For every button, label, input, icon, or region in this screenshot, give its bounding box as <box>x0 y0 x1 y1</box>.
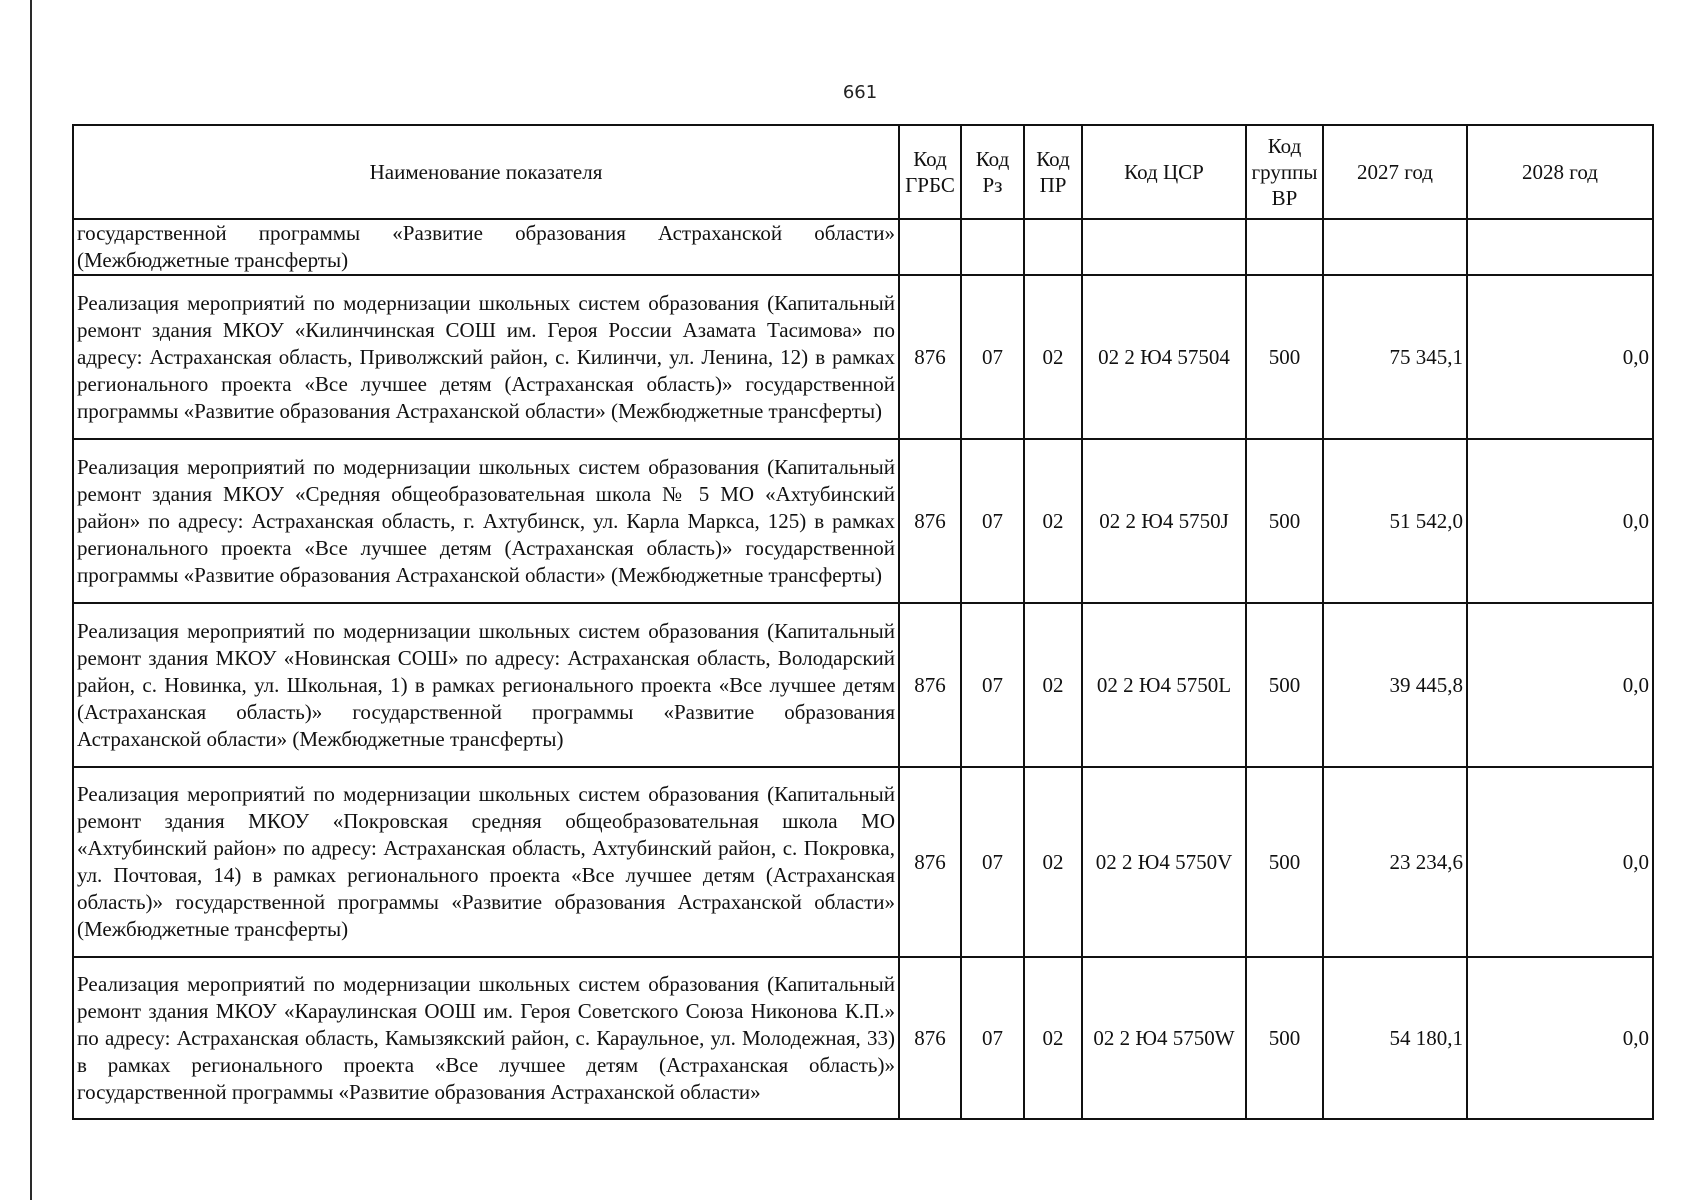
row-2028 <box>1467 219 1653 275</box>
row-2027 <box>1323 219 1467 275</box>
table-row <box>73 219 1653 275</box>
row-name: Реализация мероприятий по модернизации школьных систем образования (Капитальный ремонт здания МКОУ «Покровская средняя общеобразовательная школа МО «Ахтубинский район» по адресу: Астраханская область, Ахтубинский район, с. Покровка, ул. Почтовая, 14) в рамках регионального проекта «Все лучшее детям (Астраханская область)» государственной программы «Развитие образования Астраханской области» (Межбюджетные трансферты) <box>73 767 899 957</box>
header-name: Наименование показателя <box>73 125 899 219</box>
row-vr: 500 <box>1246 957 1323 1119</box>
row-2027: 75 345,1 <box>1323 275 1467 439</box>
table-row <box>73 957 1653 1119</box>
binding-margin-line <box>30 0 32 1200</box>
row-2027: 23 234,6 <box>1323 767 1467 957</box>
row-2027: 54 180,1 <box>1323 957 1467 1119</box>
page-number: 661 <box>842 82 878 103</box>
row-pr: 02 <box>1024 275 1082 439</box>
row-csr: 02 2 Ю4 5750W <box>1082 957 1246 1119</box>
row-grbs <box>899 219 961 275</box>
table-row <box>73 275 1653 439</box>
row-pr <box>1024 219 1082 275</box>
header-csr: Код ЦСР <box>1082 125 1246 219</box>
row-2028: 0,0 <box>1467 439 1653 603</box>
row-pr: 02 <box>1024 957 1082 1119</box>
row-2028: 0,0 <box>1467 957 1653 1119</box>
row-rz: 07 <box>961 767 1024 957</box>
row-vr: 500 <box>1246 767 1323 957</box>
row-csr: 02 2 Ю4 5750J <box>1082 439 1246 603</box>
row-grbs: 876 <box>899 767 961 957</box>
row-pr: 02 <box>1024 767 1082 957</box>
row-grbs: 876 <box>899 603 961 767</box>
row-2028: 0,0 <box>1467 275 1653 439</box>
row-rz: 07 <box>961 603 1024 767</box>
row-vr: 500 <box>1246 439 1323 603</box>
row-name: Реализация мероприятий по модернизации школьных систем образования (Капитальный ремонт здания МКОУ «Средняя общеобразовательная школа № 5 МО «Ахтубинский район» по адресу: Астраханская область, г. Ахтубинск, ул. Карла Маркса, 125) в рамках регионального проекта «Все лучшее детям (Астраханская область)» государственной программы «Развитие образования Астраханской области» (Межбюджетные трансферты) <box>73 439 899 603</box>
row-csr: 02 2 Ю4 5750L <box>1082 603 1246 767</box>
row-name: Реализация мероприятий по модернизации школьных систем образования (Капитальный ремонт здания МКОУ «Килинчинская СОШ им. Героя России Азамата Тасимова» по адресу: Астраханская область, Приволжский район, с. Килинчи, ул. Ленина, 12) в рамках регионального проекта «Все лучшее детям (Астраханская область)» государственной программы «Развитие образования Астраханской области» (Межбюджетные трансферты) <box>73 275 899 439</box>
row-csr: 02 2 Ю4 5750V <box>1082 767 1246 957</box>
row-rz: 07 <box>961 957 1024 1119</box>
row-grbs: 876 <box>899 957 961 1119</box>
row-2028: 0,0 <box>1467 767 1653 957</box>
table-row <box>73 767 1653 957</box>
row-pr: 02 <box>1024 439 1082 603</box>
row-vr <box>1246 219 1323 275</box>
header-2028: 2028 год <box>1467 125 1653 219</box>
row-name: государственной программы «Развитие образования Астраханской области» (Межбюджетные трансферты) <box>73 219 899 275</box>
row-2027: 39 445,8 <box>1323 603 1467 767</box>
table-row <box>73 603 1653 767</box>
row-vr: 500 <box>1246 275 1323 439</box>
row-name: Реализация мероприятий по модернизации школьных систем образования (Капитальный ремонт здания МКОУ «Караулинская ООШ им. Героя Советского Союза Никонова К.П.» по адресу: Астраханская область, Камызякский район, с. Караульное, ул. Молодежная, 33) в рамках регионального проекта «Все лучшее детям (Астраханская область)» государственной программы «Развитие образования Астраханской области» <box>73 957 899 1119</box>
header-grbs: Код ГРБС <box>899 125 961 219</box>
row-grbs: 876 <box>899 275 961 439</box>
row-2028: 0,0 <box>1467 603 1653 767</box>
header-rz: Код Рз <box>961 125 1024 219</box>
row-name: Реализация мероприятий по модернизации школьных систем образования (Капитальный ремонт здания МКОУ «Новинская СОШ» по адресу: Астраханская область, Володарский район, с. Новинка, ул. Школьная, 1) в рамках регионального проекта «Все лучшее детям (Астраханская область)» государственной программы «Развитие образования Астраханской области» (Межбюджетные трансферты) <box>73 603 899 767</box>
budget-table <box>72 124 1654 1120</box>
header-vr: Код группы ВР <box>1246 125 1323 219</box>
table-row <box>73 439 1653 603</box>
row-grbs: 876 <box>899 439 961 603</box>
row-rz: 07 <box>961 439 1024 603</box>
header-pr: Код ПР <box>1024 125 1082 219</box>
row-2027: 51 542,0 <box>1323 439 1467 603</box>
row-csr: 02 2 Ю4 57504 <box>1082 275 1246 439</box>
row-rz <box>961 219 1024 275</box>
header-2027: 2027 год <box>1323 125 1467 219</box>
row-vr: 500 <box>1246 603 1323 767</box>
row-csr <box>1082 219 1246 275</box>
row-rz: 07 <box>961 275 1024 439</box>
row-pr: 02 <box>1024 603 1082 767</box>
table-header-row <box>73 125 1653 219</box>
